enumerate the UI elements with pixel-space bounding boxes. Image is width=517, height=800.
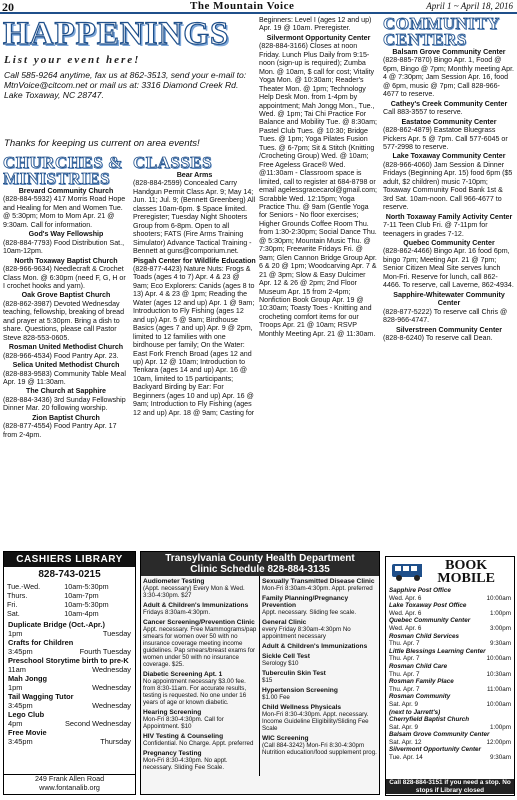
bookmobile-stop-row: [386, 655, 514, 663]
bookmobile-stop-time: 10:00am: [486, 655, 511, 663]
library-event-row: [4, 674, 135, 683]
bookmobile-stop-row: [386, 595, 514, 603]
clinic-service-detail: Mon-Fri 8:30am-4:30pm. Appt. preferred: [262, 585, 373, 592]
listing-entry: [383, 239, 515, 290]
library-event-row: [4, 620, 135, 629]
listing-entry: [259, 16, 378, 33]
community-heading: COMMUNITY CENTERS: [383, 16, 500, 49]
listing-body: (828-966-9634) Needlecraft & Crochet Class Mon. @ 6:30pm (need F, G, H or I crochet hooks and yarn).: [3, 265, 126, 290]
listing-org-name: Balsam Grove Community Center: [392, 48, 506, 56]
listing-org-name: Rosman United Methodist Church: [8, 343, 124, 352]
library-hours-time: 10am-4pm: [64, 609, 99, 618]
library-event-row: [4, 728, 135, 737]
library-box: [3, 551, 136, 795]
bookmobile-stop-name: Silvermont Opportunity Center: [389, 746, 482, 754]
library-event-label: Mah Jongg: [8, 674, 48, 683]
bookmobile-stop-row: [386, 686, 514, 694]
library-event-row: [4, 737, 135, 746]
listing-entry: [133, 257, 256, 418]
listing-body: (828-883-9583) Community Table Meal Apr. 19 @ 11:30am.: [3, 369, 126, 386]
listing-org-name: Silverstreen Community Center: [395, 325, 503, 334]
bookmobile-stop-date: Sat. Apr. 12: [389, 738, 422, 746]
clinic-service-name: General Clinic: [262, 619, 307, 626]
listing-body: (828-862-4466) Bingo Apr. 16 food 6pm, bingo 7pm; Meeting Apr. 21 @ 7pm; Senior Citizen Meal Site serves lunch Mon-Fri. Reserve for lunch, call 862-4466. To reserve, call Laverne, 862-4934.: [383, 247, 514, 290]
library-hours-day: Sat.: [7, 609, 20, 618]
library-hours: [4, 582, 135, 618]
library-event-row: [4, 710, 135, 719]
listing-body: (828-8-6240) To reserve call Dean.: [383, 333, 493, 342]
clinic-service-detail: Mon-Fri 8:30-4:30pm. Call for Appointment. $10: [143, 716, 224, 730]
listing-entry: [3, 230, 129, 255]
clinic-service-name: Adult & Children's Immunizations: [262, 643, 368, 650]
clinic-service-name: Hypertension Screening: [262, 687, 338, 694]
bookmobile-stop-time: 11:00am: [486, 685, 511, 693]
library-event-label: Preschool Storytime birth to pre-K: [8, 656, 129, 665]
listing-body: Beginners: Level I (ages 12 and up) Apr. 19 @ 10am. Preregister.: [259, 16, 372, 33]
listing-body: (828-877-4554) Food Pantry Apr. 17 from 2-4pm.: [3, 422, 117, 439]
clinic-service-name: Tuberculin Skin Test: [262, 670, 326, 677]
bookmobile-note: Call 828-884-3151 if you need a stop. No stops if Library closed: [386, 779, 514, 794]
clinic-service-detail: (Appt. necessary) Every Mon & Wed. 3:30-4:30pm. $27: [143, 585, 245, 599]
listing-body: (828-884-3166) Closes at noon Friday. Lunch Plus Daily from 9:15-noon (sign-up is required); Zumba Mon. @ 10am, $ call for cost; Vitality Yoga Mon. @ 10:30am; Reader's Theater Mon. @ 1pm; Technology Help Desk Mon. from 1-4pm by appointment; Mah Jongg Mon., Tue., Wed. @ 1pm; Tai Chi Practice For Balance and Mobility Tue. @ 8:30am; Pastel Club Tues. @ 10:30; Bridge Tues. @ 1pm; Yoga Pilates Fusion Tues. @ 6-7pm; Sit & Stitch (Knitting /Crocheting Group) Wed. @ 10am; Free Ageless Grace® Wed. @11:30am - Classroom space is limited, call to register at 684-8798 or email agelessgracecarol@gmail.com; Scrabble Wed. 12:15pm; Yoga Practice Thu. @ 9am (Gentle Yoga for Seniors - No floor exercises; Higher Grounds Coffee Room Thu. from 1:30-2:30pm; Social Dance Thu. @ 5:30pm; Mountain Music Thu. @ 7:30pm; Freewrite Fridays Fri. @ 9am; Glen Cannon Bridge Group Apr. 6 & 20 @ 1pm; Woodcarving Apr. 7 & 21 @ 3pm; Slow & Easy Dulcimer Apr. 12 & 26 @ 2pm; 2nd Floor Museum Apr. 15 from 2-4pm; Nonfiction Book Group Apr. 19 @ 10:30am; Toasty Toes - Knitting and crocheting comfort items for our Troops Apr. 21 @ 10am; RSVP Monthly Meeting Apr. 21 @ 11:30am.: [259, 42, 378, 338]
library-event-label: Tail Wagging Tutor: [8, 692, 74, 701]
bookmobile-stop-row: [386, 671, 514, 679]
library-event-label: 11am: [8, 665, 26, 674]
bookmobile-stop-time: 10:00am: [486, 700, 511, 708]
bookmobile-stop-row: [386, 754, 514, 762]
clinic-service-detail: No appointment necessary $3.00 fee. from 8:30-11am. For accurate results, testing is requested. No one under 16 years of age or known diabetic.: [143, 678, 247, 706]
listing-org-name: North Toxaway Family Activity Center: [385, 212, 513, 221]
classes-column: [133, 155, 256, 547]
clinic-service: [143, 733, 257, 747]
listing-entry: [383, 326, 515, 343]
clinic-service-name: Audiometer Testing: [143, 578, 205, 585]
listing-body: (828-884-2599) Concealed Carry Handgun Permit Class Apr. 9; May 14; Jun. 11; Jul. 9; (Bennett Greenberg) All classes 10am-6pm. $ Space limited. Preregister; Tuesday Night Shooters Group from 6-8pm. Open to all shooters; FATS (Fire Arms Training Simulator) Advance Tactical Training - Bennett at guns@comporium.net.: [133, 179, 256, 256]
bookmobile-stop-name: Rosman Community: [389, 693, 451, 701]
clinic-service: [143, 602, 257, 616]
listing-org-name: North Toxaway Baptist Church: [14, 256, 118, 265]
clinic-service-detail: Appt. necessary. Free Mammograms/pap smears for women over 50 with no insurance coverage meeting income guidelines. Pap smears/breast exams for women under 50 with no insurance coverage. $25.: [143, 626, 257, 668]
library-event-detail: Wednesday: [92, 701, 131, 710]
library-hours-row: [4, 582, 135, 591]
bookmobile-stop-row: [386, 701, 514, 709]
happenings-title: HAPPENINGS: [3, 16, 230, 52]
listing-org-name: Brevard Community Church: [18, 187, 114, 195]
library-event-row: [4, 692, 135, 701]
happenings-thanks: Thanks for keeping us current on area events!: [4, 138, 200, 149]
bookmobile-stop-time: 9:30am: [489, 640, 511, 648]
library-address: 249 Frank Allen Road: [34, 774, 105, 783]
listing-body: (828-877-4423) Nature Nuts: Frogs & Toads (ages 4 to 7) Apr. 4 & 23 @ 9am; Eco Explorers: Canids (ages 8 to 13) Apr. 4 & 23 @ 1pm; Reading the Water (ages 12 and up) Apr. 1 @ 9am; Introduction to Fly Fishing (ages 12 and up) Apr. 5 @ 9am; Birdhouse Basics (ages 7 and up) Apr. 9 @ 2pm, limited to 12 families with one birdhouse per family; On the Water: East Fork French Broad (ages 12 and up) Apr. 12 @ 10am; Introduction to Tenkara (ages 14 and up) Apr. 16 @ 10am, limited to 15 participants; Backyard Birding by Ear: For Beginners (ages 10 and up) Apr. 16 @ 9am; Introduction to Fly Fishing (ages 12 and up) Apr. 18 @ 9am; Casting for: [133, 264, 255, 417]
library-event-label: 4pm: [8, 719, 23, 728]
clinic-service: [262, 735, 377, 756]
classes-list: [133, 171, 256, 417]
library-footer: [4, 774, 135, 792]
library-hours-day: Thurs.: [7, 591, 28, 600]
listing-org-name: Sapphire-Whitewater Community Center: [393, 290, 505, 308]
clinic-right-column: [260, 576, 379, 776]
library-event-detail: Fourth Tuesday: [79, 647, 131, 656]
bookmobile-stop-time: 12:00pm: [486, 738, 511, 746]
clinic-service-name: Sickle Cell Test: [262, 653, 310, 660]
library-event-detail: Wednesday: [92, 683, 131, 692]
library-event-label: 3:45pm: [8, 737, 33, 746]
library-hours-row: [4, 591, 135, 600]
library-event-row: [4, 701, 135, 710]
clinic-service-detail: (Call 884-3242) Mon-Fri 8:30-4:30pm Nutrition education/food supplement prog.: [262, 742, 377, 756]
library-event-detail: Tuesday: [102, 629, 131, 638]
happenings-intro: Call 585-9264 anytime, fax us at 862-3513, send your e-mail to: MtnVoice@citcom.net or mail us at: 3316 Diamond Creek Rd. Lake Toxaway, NC 28747.: [4, 70, 247, 100]
listing-body: Call 883-3557 to reserve.: [383, 108, 463, 117]
column-three: [259, 16, 378, 547]
library-event-detail: Wednesday: [92, 665, 131, 674]
clinic-service-name: WIC Screening: [262, 735, 309, 742]
library-event-row: [4, 647, 135, 656]
bookmobile-stop-name: Little Blessings Learning Center: [389, 647, 486, 655]
bookmobile-stop-date: Wed. Apr. 6: [389, 594, 422, 602]
clinic-service-detail: $1.00 Fee: [262, 694, 290, 701]
clinic-service-name: Hearing Screening: [143, 709, 202, 716]
library-event-label: Crafts for Children: [8, 638, 74, 647]
clinic-service: [262, 670, 377, 684]
clinic-service-detail: Mon-Fri 8:30-4:30pm. No appt. necessary. Sliding Fee Scale.: [143, 757, 228, 771]
listing-org-name: The Church at Sapphire: [25, 387, 106, 396]
listing-org-name: Oak Grove Baptist Church: [21, 291, 111, 300]
bookmobile-bus-icon: [390, 561, 422, 583]
listing-org-name: God's Way Fellowship: [28, 230, 104, 239]
library-hours-time: 10am-5:30pm: [64, 582, 109, 591]
bookmobile-stop-name: Lake Toxaway Post Office: [389, 602, 467, 610]
clinic-service: [262, 578, 377, 592]
listing-org-name: Silvermont Opportunity Center: [266, 33, 371, 42]
listing-org-name: Selica United Methodist Church: [12, 361, 120, 370]
listing-org-name: Eastatoe Community Center: [401, 117, 497, 126]
bookmobile-stop-date: Sat. Apr. 9: [389, 723, 419, 731]
happenings-subtitle: List your event here!: [4, 54, 141, 66]
listing-entry: [383, 213, 515, 238]
clinic-service-detail: $15: [262, 677, 273, 684]
listing-entry: [3, 414, 129, 439]
clinic-subtitle: Clinic Schedule 828-884-3135: [190, 564, 330, 575]
bookmobile-stop-time: 10:00am: [486, 594, 511, 602]
library-hours-row: [4, 609, 135, 618]
listing-body: (828-862-4879) Eastatoe Bluegrass Pickers Apr. 5 @ 7pm. Call 577-6045 or 577-2998 to reserve.: [383, 126, 508, 151]
clinic-service: [262, 704, 377, 732]
listing-entry: [3, 291, 129, 342]
clinic-service: [262, 687, 377, 701]
clinic-service: [262, 653, 377, 667]
masthead: The Mountain Voice: [190, 0, 295, 12]
clinic-service: [143, 619, 257, 668]
bookmobile-stop-row: [386, 739, 514, 747]
listing-entry: [383, 152, 515, 211]
listing-org-name: Zion Baptist Church: [32, 413, 100, 422]
listing-body: (828-877-5222) To reserve call Chris @ 828-966-4747.: [383, 307, 508, 325]
listing-entry: [3, 387, 129, 412]
bookmobile-stop-name: Balsam Grove Community Center: [389, 731, 490, 739]
community-column: [383, 16, 515, 552]
library-event-row: [4, 656, 135, 665]
library-event-row: [4, 665, 135, 674]
listing-body: 7-11 Teen Club Fri. @ 7-11pm for teenagers in grades 7-12.: [383, 221, 488, 238]
bookmobile-stop-date: Sat. Apr. 9: [389, 700, 419, 708]
listing-body: (828-884-3436) 3rd Sunday Fellowship Dinner Mar. 20 following worship.: [3, 395, 126, 413]
library-event-row: [4, 683, 135, 692]
library-event-label: 3:45pm: [8, 701, 33, 710]
bookmobile-stop-date: Wed. Apr. 6: [389, 609, 422, 617]
clinic-service: [143, 578, 257, 599]
bookmobile-stop-date: Thu. Apr. 7: [389, 640, 420, 648]
page-number: 20: [2, 0, 14, 14]
library-hours-day: Tue.-Wed.: [7, 582, 41, 591]
library-web[interactable]: www.fontanalib.org: [39, 782, 100, 792]
churches-heading: CHURCHES & MINISTRIES: [3, 155, 123, 188]
library-event-row: [4, 719, 135, 728]
library-event-label: 3:45pm: [8, 647, 33, 656]
library-hours-day: Fri.: [7, 600, 18, 609]
clinic-service-name: HIV Testing & Counseling: [143, 733, 224, 740]
library-title: CASHIERS LIBRARY: [4, 552, 135, 567]
listing-org-name: Pisgah Center for Wildlife Education: [133, 256, 256, 265]
library-event-label: 1pm: [8, 629, 23, 638]
listing-entry: [383, 118, 515, 152]
clinic-service: [262, 643, 377, 650]
bookmobile-stop-date: Tue. Apr. 14: [389, 754, 423, 762]
bookmobile-stop-name: Sapphire Post Office: [389, 587, 451, 594]
clinic-schedule-box: [140, 551, 380, 795]
bookmobile-box: [385, 556, 515, 796]
bookmobile-title: BOOK MOBILE: [437, 558, 495, 586]
clinic-service: [143, 671, 257, 706]
bookmobile-header: [386, 557, 514, 587]
listing-body: (828-966-4534) Food Pantry Apr. 23.: [3, 351, 119, 360]
clinic-service-detail: Appt. necessary. Sliding fee scale.: [262, 609, 357, 616]
bookmobile-stop-date: Thu. Apr. 7: [389, 655, 420, 663]
listing-entry: [3, 257, 129, 291]
bookmobile-stop-name: Cherryfield Baptist Church: [389, 716, 470, 724]
bookmobile-stop-time: 3:00pm: [489, 624, 511, 632]
library-event-row: [4, 629, 135, 638]
library-event-label: 1pm: [8, 683, 23, 692]
library-event-label: Free Movie: [8, 728, 47, 737]
bookmobile-stop-name: Rosman Family Place: [389, 678, 454, 686]
listing-entry: [133, 171, 256, 256]
clinic-title: Transylvania County Health Department: [165, 553, 355, 564]
clinic-service: [143, 750, 257, 771]
library-event-label: Lego Club: [8, 710, 45, 719]
clinic-service-detail: Serology $10: [262, 660, 299, 667]
listing-body: (828-966-4060) Jam Session & Dinner Fridays (Beginning Apr. 15) food 6pm ($5 adult, $2 children) music 7-10pm; Toxaway Community Food Bank 1st & 3rd Sat. 10am-noon. Call 966-4677 to reserve.: [383, 160, 513, 212]
bookmobile-stop-date: Thu. Apr. 7: [389, 670, 420, 678]
page-header: [0, 0, 517, 14]
clinic-service-detail: Fridays 8:30am-4:30pm.: [143, 609, 211, 616]
clinic-service-detail: Mon-Fri 8:30-4:30pm. Appt. necessary. Income Guideline Eligibility/Sliding Fee Scale: [262, 711, 369, 732]
listing-body: (828-884-7793) Food Distribution Sat., 10am-12pm.: [3, 238, 125, 256]
library-event-row: [4, 638, 135, 647]
col3-list: [259, 16, 378, 338]
classes-heading: CLASSES: [133, 155, 213, 172]
clinic-service: [262, 595, 377, 616]
listing-entry: [383, 100, 515, 117]
bookmobile-stop-time: 1:00pm: [489, 609, 511, 617]
library-event-detail: Thursday: [100, 737, 131, 746]
clinic-service: [262, 619, 377, 640]
clinic-service-name: Child Wellness Physicals: [262, 704, 342, 711]
library-hours-time: 10am-7pm: [64, 591, 99, 600]
listing-body: (828-884-5932) 417 Morris Road Hope and Healing for Men and Women Tue. @ 5:30pm; Mom to Mom Apr. 21 @ 9:30am. Call for information.: [3, 195, 126, 229]
listing-entry: [383, 291, 515, 325]
listing-entry: [259, 34, 378, 338]
bookmobile-stop-row: [386, 724, 514, 732]
library-events: [4, 620, 135, 746]
bookmobile-stop-time: 10:30am: [486, 670, 511, 678]
clinic-service: [143, 709, 257, 730]
library-hours-time: 10am-5:30pm: [64, 600, 109, 609]
clinic-service-name: Diabetic Screening Apt. 1: [143, 671, 223, 678]
clinic-service-name: Pregnancy Testing: [143, 750, 202, 757]
library-event-detail: Second Wednesday: [64, 719, 131, 728]
listing-entry: [383, 48, 515, 99]
clinic-service-name: Family Planning/Pregnancy Prevention: [262, 595, 349, 609]
bookmobile-stop-name: Rosman Child Care: [389, 662, 448, 670]
bookmobile-stop-name: Quebec Community Center: [389, 617, 471, 625]
listing-org-name: Cathey's Creek Community Center: [390, 99, 508, 108]
bookmobile-stop-row: [386, 640, 514, 648]
library-hours-row: [4, 600, 135, 609]
clinic-service-name: Sexually Transmitted Disease Clinic: [262, 578, 375, 585]
community-list: [383, 48, 515, 342]
churches-list: [3, 187, 129, 439]
library-event-label: Duplicate Bridge (Oct.-Apr.): [8, 620, 105, 629]
listing-entry: [3, 187, 129, 229]
bookmobile-stop-time: 1:00pm: [489, 723, 511, 731]
bookmobile-stop-date: Wed. Apr. 6: [389, 624, 422, 632]
clinic-left-column: [141, 576, 260, 776]
listing-entry: [3, 343, 129, 360]
bookmobile-stop-name: (next to Jarrett's): [389, 708, 441, 716]
listing-org-name: Bear Arms: [176, 171, 213, 179]
bookmobile-stops: [386, 587, 514, 762]
bookmobile-stop-row: [386, 610, 514, 618]
clinic-service-detail: every Friday 8:30am-4:30pm No appointment necessary: [262, 626, 351, 640]
bookmobile-stop-name: Rosman Child Services: [389, 632, 459, 640]
listing-body: (828-862-3987) Devoted Wednesday teaching, fellowship, breaking of bread and prayer at 5:30pm. Bring a dish to share. Questions, please call Pastor Steve 828-553-0605.: [3, 299, 125, 342]
library-phone: 828-743-0215: [38, 569, 101, 580]
bookmobile-stop-time: 9:30am: [489, 754, 511, 762]
bookmobile-stop-date: Thu. Apr. 7: [389, 685, 420, 693]
clinic-service-name: Adult & Children's Immunizations: [143, 602, 249, 609]
churches-column: [3, 155, 129, 547]
listing-org-name: Quebec Community Center: [403, 238, 495, 247]
clinic-service-detail: Confidential. No Charge. Appt. preferred: [143, 740, 254, 747]
listing-body: (828-885-7870) Bingo Apr. 1, Food @ 6pm, Bingo @ 7pm; Monthly meeting Apr. 4 @ 7:30pm; Jam Session Apr. 16, food @ 6pm, music @ 7pm; Call 828-966-4677 to reserve.: [383, 56, 515, 99]
bookmobile-stop-row: [386, 625, 514, 633]
clinic-service-name: Cancer Screening/Prevention Clinic: [143, 619, 255, 626]
issue-date: April 1 ~ April 18, 2016: [426, 1, 513, 11]
listing-org-name: Lake Toxaway Community Center: [392, 152, 506, 161]
listing-entry: [3, 361, 129, 386]
